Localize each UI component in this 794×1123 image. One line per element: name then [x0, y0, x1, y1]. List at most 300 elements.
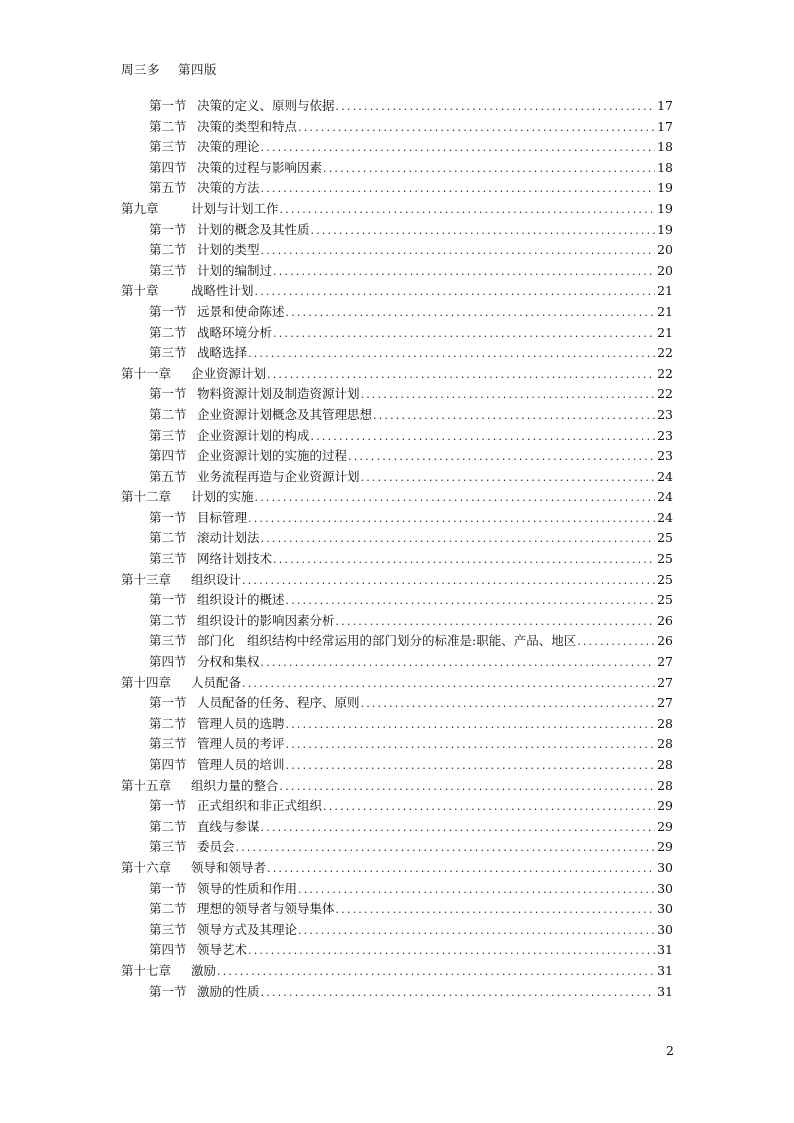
toc-entry-label — [149, 714, 285, 735]
toc-entry-line — [149, 528, 673, 549]
toc-entry-label — [149, 158, 322, 179]
toc-entry-number: 第二节 — [149, 901, 187, 917]
toc-entry-page: 19 — [657, 180, 673, 196]
toc-entry-title: 远景和使命陈述 — [197, 303, 285, 319]
toc-entry-line — [149, 117, 673, 138]
toc-entry-label — [149, 837, 235, 858]
toc-entry-number: 第十四章 — [121, 674, 172, 690]
toc-entry-number: 第五节 — [149, 468, 187, 484]
toc-entry-page: 24 — [657, 489, 673, 505]
toc-entry-title: 企业资源计划的实施的过程 — [197, 448, 348, 464]
toc-entry-line — [149, 652, 673, 673]
toc-entry-number: 第三节 — [149, 262, 187, 278]
toc-entry-line — [149, 796, 673, 817]
toc-section-entry[interactable] — [0, 467, 794, 488]
toc-entry-number: 第五节 — [149, 180, 187, 196]
toc-section-entry[interactable] — [0, 343, 794, 364]
toc-section-entry[interactable] — [0, 178, 794, 199]
toc-dot-leader — [286, 756, 656, 777]
toc-entry-line — [149, 240, 673, 261]
toc-entry-number: 第四节 — [149, 757, 187, 772]
toc-section-entry[interactable] — [0, 240, 794, 261]
toc-section-entry[interactable] — [0, 405, 794, 426]
toc-dot-leader — [242, 674, 655, 695]
toc-entry-number: 第二节 — [149, 118, 187, 134]
toc-dot-leader — [236, 838, 656, 859]
toc-entry-title: 激励的性质 — [197, 983, 260, 999]
toc-entry-title: 委员会 — [197, 839, 235, 855]
toc-entry-title: 网络计划技术 — [197, 551, 273, 567]
toc-entry-title: 组织力量的整合 — [191, 777, 279, 793]
toc-dot-leader — [217, 962, 655, 983]
toc-entry-title: 计划的实施 — [191, 489, 254, 505]
page-header — [121, 60, 217, 78]
toc-entry-page: 24 — [657, 468, 673, 484]
toc-entry-title: 领导艺术 — [197, 942, 248, 958]
toc-entry-label — [149, 796, 322, 817]
toc-entry-page: 18 — [657, 159, 673, 175]
toc-entry-title: 计划与计划工作 — [191, 200, 279, 216]
header-edition: 第四版 — [178, 62, 218, 77]
toc-dot-leader — [361, 385, 656, 406]
toc-entry-page: 22 — [657, 365, 673, 381]
toc-entry-number: 第三节 — [149, 736, 187, 752]
toc-entry-label — [121, 673, 241, 694]
toc-dot-leader — [261, 179, 656, 200]
toc-dot-leader — [361, 694, 656, 715]
toc-entry-label — [149, 405, 372, 426]
toc-entry-title: 战略环境分析 — [197, 324, 273, 340]
toc-entry-page: 23 — [657, 406, 673, 422]
toc-entry-line — [121, 961, 673, 982]
toc-entry-number: 第一节 — [149, 221, 187, 237]
toc-entry-page: 23 — [657, 448, 673, 464]
toc-section-entry[interactable] — [0, 549, 794, 570]
toc-dot-leader — [267, 365, 655, 386]
toc-entry-page: 30 — [657, 921, 673, 937]
toc-entry-label — [149, 652, 260, 673]
toc-dot-leader — [242, 571, 655, 592]
toc-entry-line — [149, 178, 673, 199]
toc-entry-title: 决策的理论 — [197, 139, 260, 155]
toc-entry-title: 决策的类型和特点 — [197, 118, 298, 134]
toc-entry-page: 23 — [657, 427, 673, 443]
toc-entry-page: 24 — [657, 509, 673, 525]
toc-entry-title: 物料资源计划及制造资源计划 — [197, 386, 360, 402]
toc-entry-number: 第四节 — [149, 159, 187, 175]
toc-entry-number: 第二节 — [149, 818, 187, 834]
toc-chapter-entry[interactable] — [0, 281, 794, 302]
toc-entry-title: 正式组织和非正式组织 — [197, 798, 323, 814]
toc-entry-number: 第一节 — [149, 98, 187, 113]
toc-entry-number: 第三节 — [149, 551, 187, 567]
table-of-contents — [0, 96, 794, 1002]
toc-dot-leader — [336, 900, 656, 921]
toc-dot-leader — [361, 468, 656, 489]
toc-section-entry[interactable] — [0, 755, 794, 776]
toc-entry-label — [149, 920, 297, 941]
toc-entry-number: 第十五章 — [121, 777, 172, 793]
toc-entry-line — [149, 158, 673, 179]
toc-entry-title: 领导的性质和作用 — [197, 880, 298, 896]
toc-entry-title: 组织设计的概述 — [197, 592, 285, 608]
toc-entry-line — [149, 220, 673, 241]
toc-entry-number: 第三节 — [149, 139, 187, 155]
toc-section-entry[interactable] — [0, 940, 794, 961]
toc-entry-page: 26 — [657, 633, 673, 649]
toc-entry-line — [121, 281, 673, 302]
toc-section-entry[interactable] — [0, 158, 794, 179]
toc-section-entry[interactable] — [0, 590, 794, 611]
toc-entry-title: 目标管理 — [197, 509, 248, 525]
toc-entry-number: 第二节 — [149, 715, 187, 731]
toc-dot-leader — [348, 447, 655, 468]
toc-entry-number: 第十七章 — [121, 962, 172, 978]
toc-entry-line — [149, 631, 673, 652]
toc-section-entry[interactable] — [0, 714, 794, 735]
toc-entry-title: 决策的定义、原则与依据 — [197, 98, 335, 113]
toc-entry-page: 25 — [657, 530, 673, 546]
toc-chapter-entry[interactable] — [0, 858, 794, 879]
toc-entry-label — [121, 199, 279, 220]
toc-section-entry[interactable] — [0, 508, 794, 529]
toc-section-entry[interactable] — [0, 220, 794, 241]
toc-chapter-entry[interactable] — [0, 199, 794, 220]
toc-section-entry[interactable] — [0, 384, 794, 405]
toc-entry-number: 第十六章 — [121, 859, 172, 875]
toc-entry-number: 第三节 — [149, 633, 187, 649]
toc-dot-leader — [298, 118, 655, 139]
toc-entry-number: 第一节 — [149, 695, 187, 711]
toc-entry-label — [149, 879, 297, 900]
toc-section-entry[interactable] — [0, 528, 794, 549]
toc-entry-page: 27 — [657, 654, 673, 670]
toc-entry-line — [149, 982, 673, 1003]
toc-entry-title: 管理人员的培训 — [197, 757, 285, 772]
toc-entry-label — [121, 487, 254, 508]
toc-entry-title: 计划的编制过 — [197, 262, 273, 278]
toc-entry-title: 滚动计划法 — [197, 530, 260, 546]
toc-dot-leader — [280, 200, 656, 221]
toc-dot-leader — [323, 159, 655, 180]
toc-entry-page: 29 — [657, 818, 673, 834]
toc-entry-number: 第二节 — [149, 324, 187, 340]
toc-entry-page: 17 — [657, 118, 673, 134]
toc-section-entry[interactable] — [0, 117, 794, 138]
toc-dot-leader — [255, 488, 656, 509]
toc-entry-page: 30 — [657, 880, 673, 896]
toc-entry-title: 决策的方法 — [197, 180, 260, 196]
toc-dot-leader — [248, 941, 655, 962]
toc-entry-page: 28 — [657, 777, 673, 793]
toc-entry-title: 决策的过程与影响因素 — [197, 159, 323, 175]
toc-entry-title: 激励 — [191, 962, 217, 978]
toc-entry-page: 20 — [657, 242, 673, 258]
toc-chapter-entry[interactable] — [0, 673, 794, 694]
toc-entry-label — [149, 446, 347, 467]
toc-entry-label — [149, 240, 260, 261]
toc-entry-title: 组织设计 — [191, 571, 242, 587]
toc-section-entry[interactable] — [0, 426, 794, 447]
toc-entry-page: 30 — [657, 859, 673, 875]
toc-entry-line — [149, 426, 673, 447]
toc-dot-leader — [273, 324, 655, 345]
toc-entry-number: 第九章 — [121, 200, 159, 216]
toc-entry-label — [121, 281, 254, 302]
toc-entry-page: 25 — [657, 592, 673, 608]
toc-section-entry[interactable] — [0, 796, 794, 817]
toc-entry-line — [149, 446, 673, 467]
toc-entry-line — [149, 837, 673, 858]
toc-chapter-entry[interactable] — [0, 570, 794, 591]
toc-entry-title: 管理人员的选聘 — [197, 715, 285, 731]
toc-dot-leader — [261, 653, 656, 674]
toc-section-entry[interactable] — [0, 302, 794, 323]
toc-entry-title: 理想的领导者与领导集体 — [197, 901, 335, 917]
toc-entry-label — [149, 302, 285, 323]
toc-entry-page: 30 — [657, 901, 673, 917]
toc-entry-line — [149, 508, 673, 529]
toc-dot-leader — [261, 818, 656, 839]
page-number: 2 — [666, 1043, 674, 1058]
toc-section-entry[interactable] — [0, 611, 794, 632]
toc-entry-line — [149, 734, 673, 755]
toc-dot-leader — [255, 282, 656, 303]
toc-entry-title: 战略选择 — [197, 345, 248, 361]
toc-dot-leader — [311, 427, 656, 448]
toc-entry-label — [149, 734, 285, 755]
toc-entry-page: 27 — [657, 695, 673, 711]
toc-entry-title: 企业资源计划 — [191, 365, 267, 381]
toc-dot-leader — [286, 591, 656, 612]
toc-section-entry[interactable] — [0, 817, 794, 838]
toc-section-entry[interactable] — [0, 734, 794, 755]
toc-entry-line — [149, 323, 673, 344]
toc-entry-title: 直线与参谋 — [197, 818, 260, 834]
toc-entry-label — [149, 261, 272, 282]
toc-entry-label — [149, 693, 360, 714]
toc-section-entry[interactable] — [0, 899, 794, 920]
toc-entry-page: 29 — [657, 839, 673, 855]
toc-entry-page: 27 — [657, 674, 673, 690]
toc-entry-title: 计划的类型 — [197, 242, 260, 258]
toc-entry-number: 第三节 — [149, 345, 187, 361]
toc-entry-label — [149, 508, 247, 529]
toc-entry-label — [149, 467, 360, 488]
toc-entry-page: 31 — [657, 962, 673, 978]
toc-entry-line — [149, 96, 673, 117]
toc-entry-page: 28 — [657, 757, 673, 772]
toc-entry-line — [121, 570, 673, 591]
toc-entry-number: 第三节 — [149, 921, 187, 937]
toc-entry-page: 28 — [657, 736, 673, 752]
toc-entry-number: 第十章 — [121, 283, 159, 299]
toc-dot-leader — [248, 509, 655, 530]
toc-entry-label — [149, 940, 247, 961]
toc-dot-leader — [273, 262, 655, 283]
toc-entry-line — [149, 755, 673, 776]
toc-chapter-entry[interactable] — [0, 364, 794, 385]
toc-entry-page: 22 — [657, 386, 673, 402]
toc-dot-leader — [298, 880, 655, 901]
toc-entry-number: 第一节 — [149, 983, 187, 999]
toc-entry-title: 分权和集权 — [197, 654, 260, 670]
toc-entry-number: 第一节 — [149, 798, 187, 814]
toc-entry-line — [121, 858, 673, 879]
toc-entry-line — [149, 302, 673, 323]
toc-entry-number: 第二节 — [149, 612, 187, 628]
toc-chapter-entry[interactable] — [0, 961, 794, 982]
toc-section-entry[interactable] — [0, 261, 794, 282]
toc-entry-line — [149, 611, 673, 632]
toc-chapter-entry[interactable] — [0, 776, 794, 797]
toc-entry-label — [149, 549, 272, 570]
toc-dot-leader — [248, 344, 655, 365]
toc-dot-leader — [373, 406, 655, 427]
toc-entry-page: 25 — [657, 571, 673, 587]
toc-entry-line — [149, 817, 673, 838]
toc-dot-leader — [261, 138, 656, 159]
toc-entry-number: 第三节 — [149, 839, 187, 855]
toc-entry-label — [121, 570, 241, 591]
toc-entry-label — [149, 426, 310, 447]
toc-entry-page: 25 — [657, 551, 673, 567]
toc-entry-label — [149, 178, 260, 199]
toc-entry-line — [149, 879, 673, 900]
toc-entry-label — [121, 961, 216, 982]
toc-entry-label — [149, 343, 247, 364]
toc-entry-label — [149, 899, 335, 920]
toc-entry-label — [149, 817, 260, 838]
toc-section-entry[interactable] — [0, 137, 794, 158]
toc-entry-label — [149, 117, 297, 138]
toc-entry-number: 第一节 — [149, 509, 187, 525]
toc-entry-page: 22 — [657, 345, 673, 361]
toc-entry-title: 部门化 组织结构中经常运用的部门划分的标准是:职能、产品、地区 — [197, 633, 577, 649]
toc-entry-label — [121, 364, 266, 385]
toc-entry-page: 31 — [657, 942, 673, 958]
toc-entry-line — [149, 693, 673, 714]
toc-section-entry[interactable] — [0, 631, 794, 652]
toc-dot-leader — [286, 735, 656, 756]
toc-entry-line — [149, 137, 673, 158]
toc-entry-line — [121, 199, 673, 220]
toc-section-entry[interactable] — [0, 446, 794, 467]
toc-entry-line — [149, 590, 673, 611]
toc-dot-leader — [336, 612, 656, 633]
toc-entry-line — [121, 364, 673, 385]
toc-entry-page: 31 — [657, 983, 673, 999]
toc-dot-leader — [298, 921, 655, 942]
header-author: 周三多 — [121, 62, 161, 77]
toc-entry-line — [121, 673, 673, 694]
toc-entry-number: 第一节 — [149, 386, 187, 402]
toc-entry-page: 21 — [657, 324, 673, 340]
toc-entry-page: 29 — [657, 798, 673, 814]
toc-entry-number: 第三节 — [149, 427, 187, 443]
toc-dot-leader — [286, 715, 656, 736]
toc-entry-number: 第二节 — [149, 242, 187, 258]
toc-entry-page: 17 — [657, 98, 673, 113]
toc-entry-page: 21 — [657, 303, 673, 319]
toc-entry-page: 26 — [657, 612, 673, 628]
toc-dot-leader — [336, 97, 656, 118]
toc-entry-title: 领导和领导者 — [191, 859, 267, 875]
toc-section-entry[interactable] — [0, 96, 794, 117]
toc-entry-page: 21 — [657, 283, 673, 299]
toc-section-entry[interactable] — [0, 323, 794, 344]
toc-entry-number: 第二节 — [149, 406, 187, 422]
toc-entry-number: 第十一章 — [121, 365, 172, 381]
toc-entry-label — [149, 137, 260, 158]
toc-entry-label — [149, 611, 335, 632]
toc-section-entry[interactable] — [0, 982, 794, 1003]
toc-entry-title: 人员配备的任务、程序、原则 — [197, 695, 360, 711]
toc-entry-line — [149, 261, 673, 282]
toc-entry-line — [149, 405, 673, 426]
toc-entry-title: 计划的概念及其性质 — [197, 221, 310, 237]
toc-section-entry[interactable] — [0, 837, 794, 858]
toc-dot-leader — [577, 632, 655, 653]
toc-entry-line — [121, 487, 673, 508]
toc-entry-line — [149, 343, 673, 364]
toc-entry-title: 人员配备 — [191, 674, 242, 690]
toc-entry-number: 第一节 — [149, 880, 187, 896]
toc-entry-number: 第二节 — [149, 530, 187, 546]
toc-entry-label — [149, 982, 260, 1003]
toc-entry-line — [149, 549, 673, 570]
toc-entry-page: 18 — [657, 139, 673, 155]
toc-entry-line — [149, 714, 673, 735]
toc-entry-number: 第一节 — [149, 592, 187, 608]
toc-dot-leader — [280, 777, 656, 798]
toc-dot-leader — [261, 983, 656, 1004]
toc-entry-number: 第四节 — [149, 448, 187, 464]
toc-entry-page: 19 — [657, 221, 673, 237]
toc-chapter-entry[interactable] — [0, 487, 794, 508]
toc-entry-label — [149, 631, 576, 652]
toc-dot-leader — [267, 859, 655, 880]
toc-section-entry[interactable] — [0, 879, 794, 900]
toc-entry-label — [149, 755, 285, 776]
toc-entry-label — [149, 590, 285, 611]
toc-dot-leader — [286, 303, 656, 324]
toc-dot-leader — [273, 550, 655, 571]
toc-entry-label — [149, 528, 260, 549]
toc-entry-line — [149, 384, 673, 405]
toc-entry-title: 业务流程再造与企业资源计划 — [197, 468, 360, 484]
toc-entry-title: 组织设计的影响因素分析 — [197, 612, 335, 628]
toc-entry-number: 第一节 — [149, 303, 187, 319]
toc-entry-title: 管理人员的考评 — [197, 736, 285, 752]
toc-entry-label — [149, 220, 310, 241]
toc-entry-title: 战略性计划 — [191, 283, 254, 299]
toc-entry-line — [149, 940, 673, 961]
toc-entry-label — [149, 323, 272, 344]
toc-entry-page: 28 — [657, 715, 673, 731]
toc-entry-page: 19 — [657, 200, 673, 216]
toc-entry-label — [121, 858, 266, 879]
toc-entry-line — [149, 467, 673, 488]
toc-dot-leader — [311, 221, 656, 242]
toc-entry-label — [149, 384, 360, 405]
toc-section-entry[interactable] — [0, 920, 794, 941]
toc-entry-line — [121, 776, 673, 797]
toc-entry-number: 第十二章 — [121, 489, 172, 505]
toc-section-entry[interactable] — [0, 693, 794, 714]
toc-entry-number: 第四节 — [149, 654, 187, 670]
toc-section-entry[interactable] — [0, 652, 794, 673]
